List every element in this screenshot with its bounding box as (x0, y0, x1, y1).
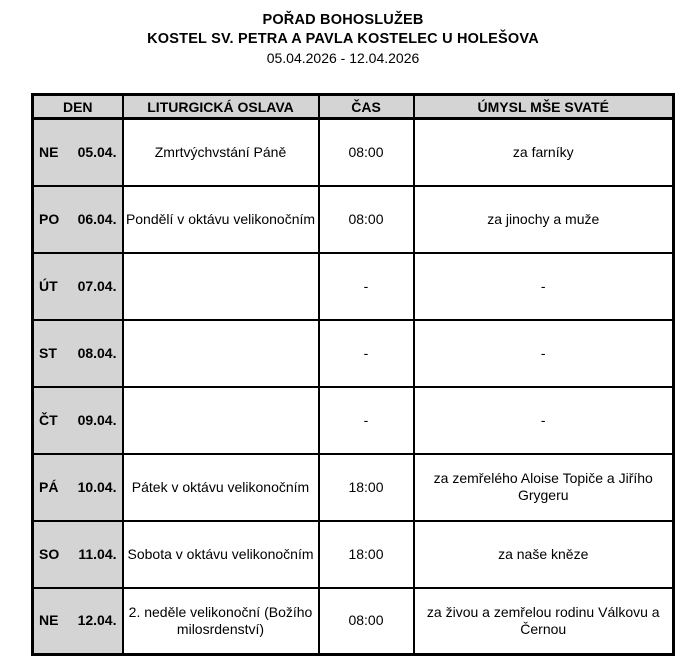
church-subtitle: KOSTEL SV. PETRA A PAVLA KOSTELEC U HOLEŠOVA (147, 31, 539, 47)
day-date: 12.04. (77, 612, 117, 629)
schedule-table (31, 93, 675, 656)
time-cell: - (319, 387, 414, 454)
celebration-cell: 2. neděle velikonoční (Božího milosrdenství) (123, 588, 319, 655)
day-abbr: NE (39, 143, 59, 160)
celebration-cell (123, 253, 319, 320)
day-cell (33, 454, 123, 521)
day-cell (33, 253, 123, 320)
day-date: 06.04. (77, 210, 117, 227)
day-abbr: SO (39, 545, 60, 562)
intention-cell: za jinochy a muže (414, 186, 674, 253)
time-cell: 08:00 (319, 588, 414, 655)
day-cell (33, 387, 123, 454)
intention-cell: za naše kněze (414, 521, 674, 588)
time-cell: 18:00 (319, 454, 414, 521)
col-header-liturgicka-oslava: LITURGICKÁ OSLAVA (123, 95, 319, 119)
day-abbr: ÚT (39, 277, 58, 294)
table-row (33, 521, 674, 588)
intention-cell: za farníky (414, 119, 674, 186)
day-cell (33, 119, 123, 186)
celebration-cell: Zmrtvýchvstání Páně (123, 119, 319, 186)
table-row (33, 186, 674, 253)
time-cell: 18:00 (319, 521, 414, 588)
day-date: 07.04. (77, 277, 117, 294)
day-wrap (35, 479, 121, 496)
table-row (33, 320, 674, 387)
day-date: 08.04. (77, 344, 117, 361)
day-abbr: PÁ (39, 478, 59, 495)
day-wrap (35, 612, 121, 629)
intention-cell: - (414, 253, 674, 320)
time-cell: 08:00 (319, 119, 414, 186)
col-header-den: DEN (33, 95, 123, 119)
schedule-body (33, 119, 674, 655)
celebration-cell (123, 387, 319, 454)
day-abbr: ST (39, 344, 57, 361)
day-wrap (35, 211, 121, 228)
day-cell (33, 521, 123, 588)
day-wrap (35, 278, 121, 295)
day-wrap (35, 345, 121, 362)
day-date: 09.04. (77, 411, 117, 428)
page-title: POŘAD BOHOSLUŽEB (262, 12, 424, 28)
table-row (33, 454, 674, 521)
intention-cell: - (414, 387, 674, 454)
document-header (0, 11, 686, 68)
schedule-header (33, 95, 674, 119)
day-abbr: NE (39, 612, 59, 629)
day-date: 11.04. (78, 545, 117, 562)
table-row (33, 253, 674, 320)
intention-cell: za zemřelého Aloise Topiče a Jiřího Grygeru (414, 454, 674, 521)
time-cell: - (319, 320, 414, 387)
day-abbr: ČT (39, 411, 58, 428)
day-wrap (35, 546, 121, 563)
time-cell: - (319, 253, 414, 320)
table-row (33, 588, 674, 655)
day-date: 05.04. (77, 143, 117, 160)
celebration-cell: Pondělí v oktávu velikonočním (123, 186, 319, 253)
time-cell: 08:00 (319, 186, 414, 253)
celebration-cell: Pátek v oktávu velikonočním (123, 454, 319, 521)
day-cell (33, 588, 123, 655)
col-header-cas: ČAS (319, 95, 414, 119)
intention-cell: - (414, 320, 674, 387)
table-row (33, 387, 674, 454)
celebration-cell (123, 320, 319, 387)
day-cell (33, 320, 123, 387)
day-wrap (35, 412, 121, 429)
date-range: 05.04.2026 - 12.04.2026 (266, 50, 420, 66)
day-wrap (35, 144, 121, 161)
col-header-umysl-mse-svate: ÚMYSL MŠE SVATÉ (414, 95, 674, 119)
header-row (33, 95, 674, 119)
table-row (33, 119, 674, 186)
day-date: 10.04. (77, 478, 117, 495)
intention-cell: za živou a zemřelou rodinu Válkovu a Černou (414, 588, 674, 655)
day-abbr: PO (39, 210, 60, 227)
day-cell (33, 186, 123, 253)
celebration-cell: Sobota v oktávu velikonočním (123, 521, 319, 588)
